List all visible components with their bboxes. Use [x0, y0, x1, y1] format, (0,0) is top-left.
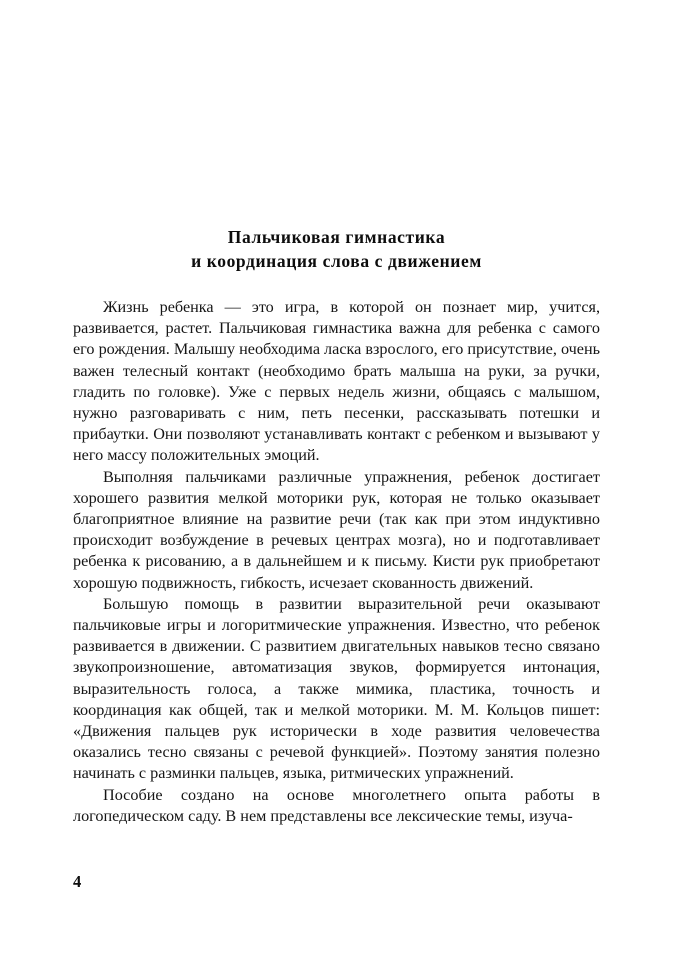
- page-title-line-1: Пальчиковая гимнастика: [227, 227, 446, 247]
- page-title-line-2: и координация слова с движением: [191, 251, 482, 271]
- paragraph: Жизнь ребенка — это игра, в которой он познает мир, учится, развивается, растет. Пальчиковая гимнастика важна для ребенка с самого его рождения. Малышу необходима ласка взрослого, его присутствие, очень важен телесный контакт (необходимо брать малыша на руки, за ручки, гладить по головке). Уже с первых недель жизни, общаясь с малышом, нужно разговаривать с ним, петь песенки, рассказывать потешки и прибаутки. Они позволяют устанавливать контакт с ребенком и вызывают у него массу положительных эмоций.: [73, 298, 600, 465]
- paragraph: Выполняя пальчиками различные упражнения, ребенок достигает хорошего развития мелкой моторики рук, которая не только оказывает благоприятное влияние на развитие речи (так как при этом индуктивно происходит возбуждение в речевых центрах мозга), но и подготавливает ребенка к рисованию, а в дальнейшем и к письму. Кисти рук приобретают хорошую подвижность, гибкость, исчезает скованность движений.: [73, 467, 600, 592]
- body-text: [73, 297, 600, 827]
- paragraph: Пособие создано на основе многолетнего опыта работы в логопедическом саду. В нем представлены все лексические темы, изуча-: [73, 785, 600, 825]
- paragraph: Большую помощь в развитии выразительной речи оказывают пальчиковые игры и логоритмические упражнения. Известно, что ребенок развивается в движении. С развитием двигательных навыков тесно связано звукопроизношение, автоматизация звуков, формируется интонация, выразительность голоса, а также мимика, пластика, точность и координация как общей, так и мелкой моторики. М. М. Кольцов пишет: «Движения пальцев рук исторически в ходе развития человечества оказались тесно связаны с речевой функцией». Поэтому занятия полезно начинать с разминки пальцев, языка, ритмических упражнений.: [73, 594, 600, 783]
- page-number: 4: [73, 872, 82, 891]
- page-title: [73, 225, 600, 273]
- page-content: [73, 225, 600, 827]
